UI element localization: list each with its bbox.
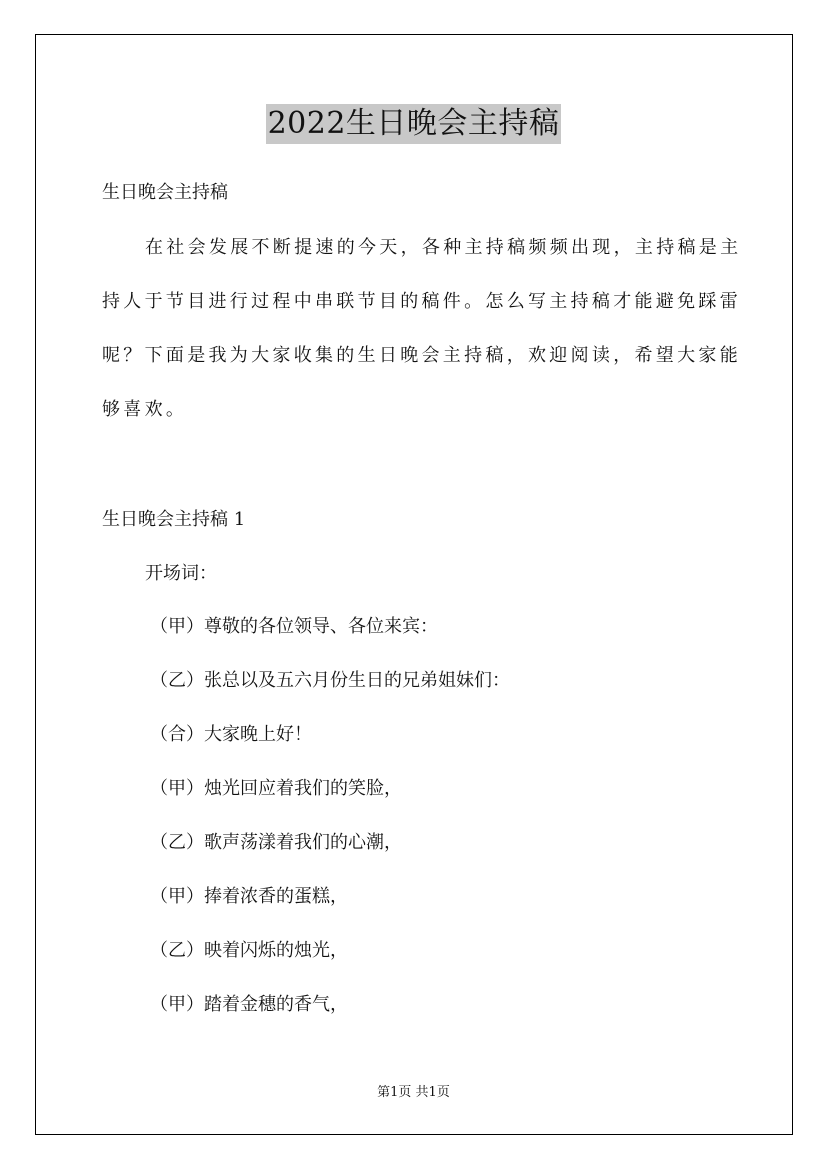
dialogue-line: （乙）张总以及五六月份生日的兄弟姐妹们： [150, 670, 510, 691]
document-subtitle: 生日晚会主持稿 [102, 182, 228, 203]
opening-label: 开场词： [145, 563, 217, 584]
dialogue-line: （甲）捧着浓香的蛋糕， [150, 886, 348, 907]
document-title [0, 103, 827, 144]
section-heading: 生日晚会主持稿 1 [102, 509, 246, 530]
dialogue-line: （甲）尊敬的各位领导、各位来宾： [150, 616, 438, 637]
dialogue-line: （合）大家晚上好！ [150, 724, 312, 745]
intro-line-2: 持人于节目进行过程中串联节目的稿件。怎么写主持稿才能避免踩雷 [102, 291, 741, 312]
dialogue-line: （甲）踏着金穗的香气， [150, 994, 348, 1015]
intro-line-1: 在社会发展不断提速的今天，各种主持稿频频出现，主持稿是主 [145, 237, 742, 258]
dialogue-line: （乙）歌声荡漾着我们的心潮， [150, 832, 402, 853]
dialogue-line: （乙）映着闪烁的烛光， [150, 940, 348, 961]
intro-line-3: 呢？下面是我为大家收集的生日晚会主持稿，欢迎阅读，希望大家能 [102, 345, 741, 366]
intro-line-4: 够喜欢。 [102, 399, 188, 420]
document-title-text: 2022生日晚会主持稿 [266, 104, 562, 144]
page-number-footer: 第1页 共1页 [377, 1085, 450, 1100]
dialogue-line: （甲）烛光回应着我们的笑脸， [150, 778, 402, 799]
